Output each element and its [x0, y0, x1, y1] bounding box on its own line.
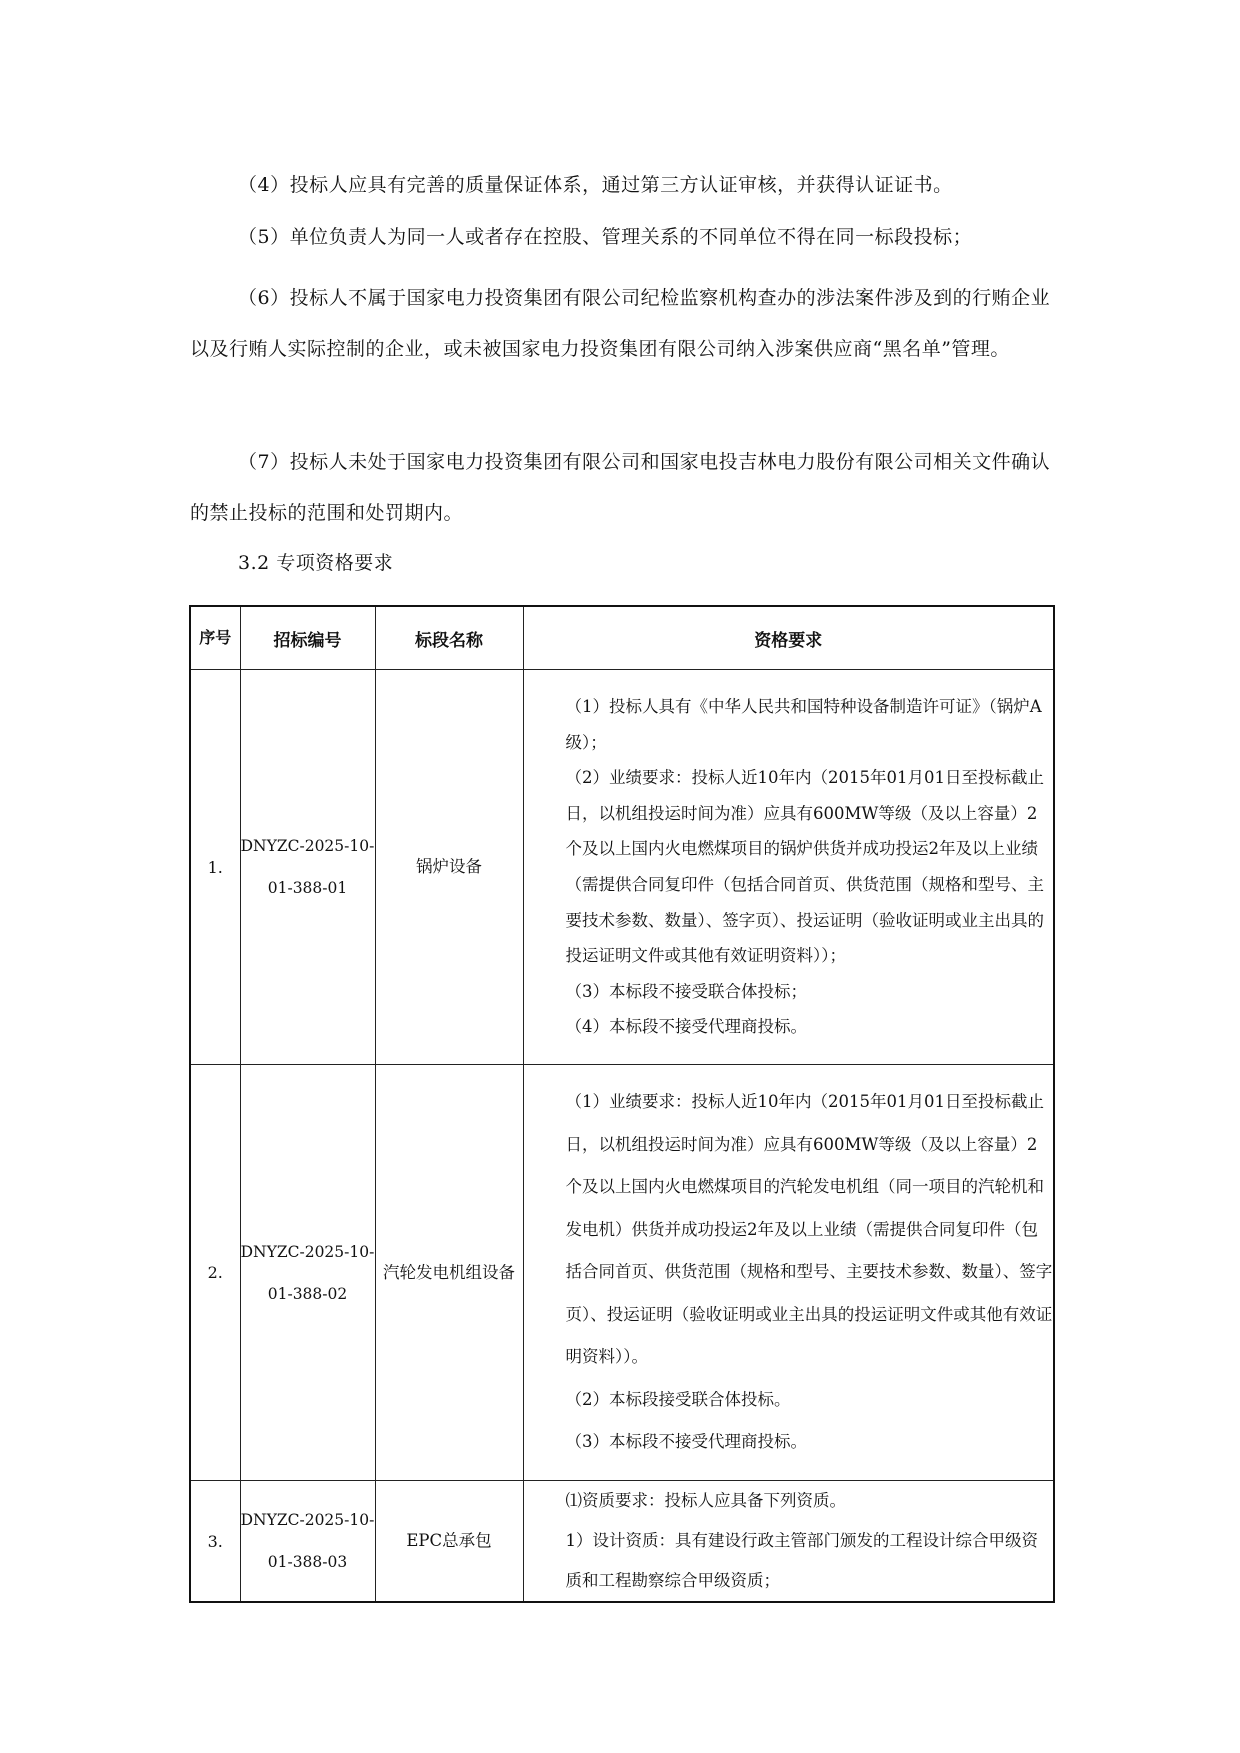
header-seq: 序号 — [190, 606, 240, 670]
row-seq: 2. — [190, 1065, 240, 1481]
requirement-item: （1）业绩要求：投标人近10年内（2015年01月01日至投标截止日，以机组投运时间为准）应具有600MW等级（及以上容量）2个及以上国内火电燃煤项目的汽轮发电机组（同一项目的汽轮机和发电机）供货并成功投运2年及以上业绩（需提供合同复印件（包括合同首页、供货范围（规格和型号、主要技术参数、数量）、签字页）、投运证明（验收证明或业主出具的投运证明文件或其他有效证明资料））。 — [565, 1092, 1053, 1367]
row-seq: 1. — [190, 670, 240, 1065]
paragraph-4: （4）投标人应具有完善的质量保证体系，通过第三方认证审核，并获得认证证书。 — [238, 174, 953, 196]
row-requirements — [523, 670, 1054, 1065]
row-code: DNYZC-2025-10-01-388-03 — [240, 1481, 375, 1603]
requirement-item: （1）投标人具有《中华人民共和国特种设备制造许可证》（锅炉A级）； — [565, 697, 1042, 752]
requirement-item: （4）本标段不接受代理商投标。 — [565, 1017, 807, 1037]
row-code: DNYZC-2025-10-01-388-01 — [240, 670, 375, 1065]
section-title: 3.2 专项资格要求 — [238, 552, 394, 574]
table-row — [190, 1481, 1054, 1603]
paragraph-5: （5）单位负责人为同一人或者存在控股、管理关系的不同单位不得在同一标段投标； — [238, 226, 973, 248]
table-header-row — [190, 606, 1054, 670]
row-requirements — [523, 1481, 1054, 1603]
paragraph-6: （6）投标人不属于国家电力投资集团有限公司纪检监察机构查办的涉法案件涉及到的行贿企业以及行贿人实际控制的企业，或未被国家电力投资集团有限公司纳入涉案供应商“黑名单”管理。 — [190, 287, 1051, 360]
paragraph-7: （7）投标人未处于国家电力投资集团有限公司和国家电投吉林电力股份有限公司相关文件确认的禁止投标的范围和处罚期内。 — [190, 451, 1051, 524]
header-requirements: 资格要求 — [523, 606, 1054, 670]
requirement-item: （2）业绩要求：投标人近10年内（2015年01月01日至投标截止日，以机组投运时间为准）应具有600MW等级（及以上容量）2个及以上国内火电燃煤项目的锅炉供货并成功投运2年及以上业绩（需提供合同复印件（包括合同首页、供货范围（规格和型号、主要技术参数、数量）、签字页）、投运证明（验收证明或业主出具的投运证明文件或其他有效证明资料））； — [565, 768, 1044, 966]
qualification-table — [189, 605, 1055, 1603]
requirement-item: （3）本标段不接受代理商投标。 — [565, 1432, 807, 1452]
header-code: 招标编号 — [240, 606, 375, 670]
row-name: 汽轮发电机组设备 — [375, 1065, 523, 1481]
row-requirements — [523, 1065, 1054, 1481]
requirement-item: 1）设计资质：具有建设行政主管部门颁发的工程设计综合甲级资质和工程勘察综合甲级资质； — [565, 1531, 1038, 1590]
header-name: 标段名称 — [375, 606, 523, 670]
row-name: EPC总承包 — [375, 1481, 523, 1603]
requirement-item: ⑴资质要求：投标人应具备下列资质。 — [565, 1491, 846, 1510]
requirement-item: （3）本标段不接受联合体投标； — [565, 981, 807, 1001]
row-seq: 3. — [190, 1481, 240, 1603]
row-code: DNYZC-2025-10-01-388-02 — [240, 1065, 375, 1481]
table-row — [190, 670, 1054, 1065]
table-row — [190, 1065, 1054, 1481]
requirement-item: （2）本标段接受联合体投标。 — [565, 1389, 791, 1409]
row-name: 锅炉设备 — [375, 670, 523, 1065]
